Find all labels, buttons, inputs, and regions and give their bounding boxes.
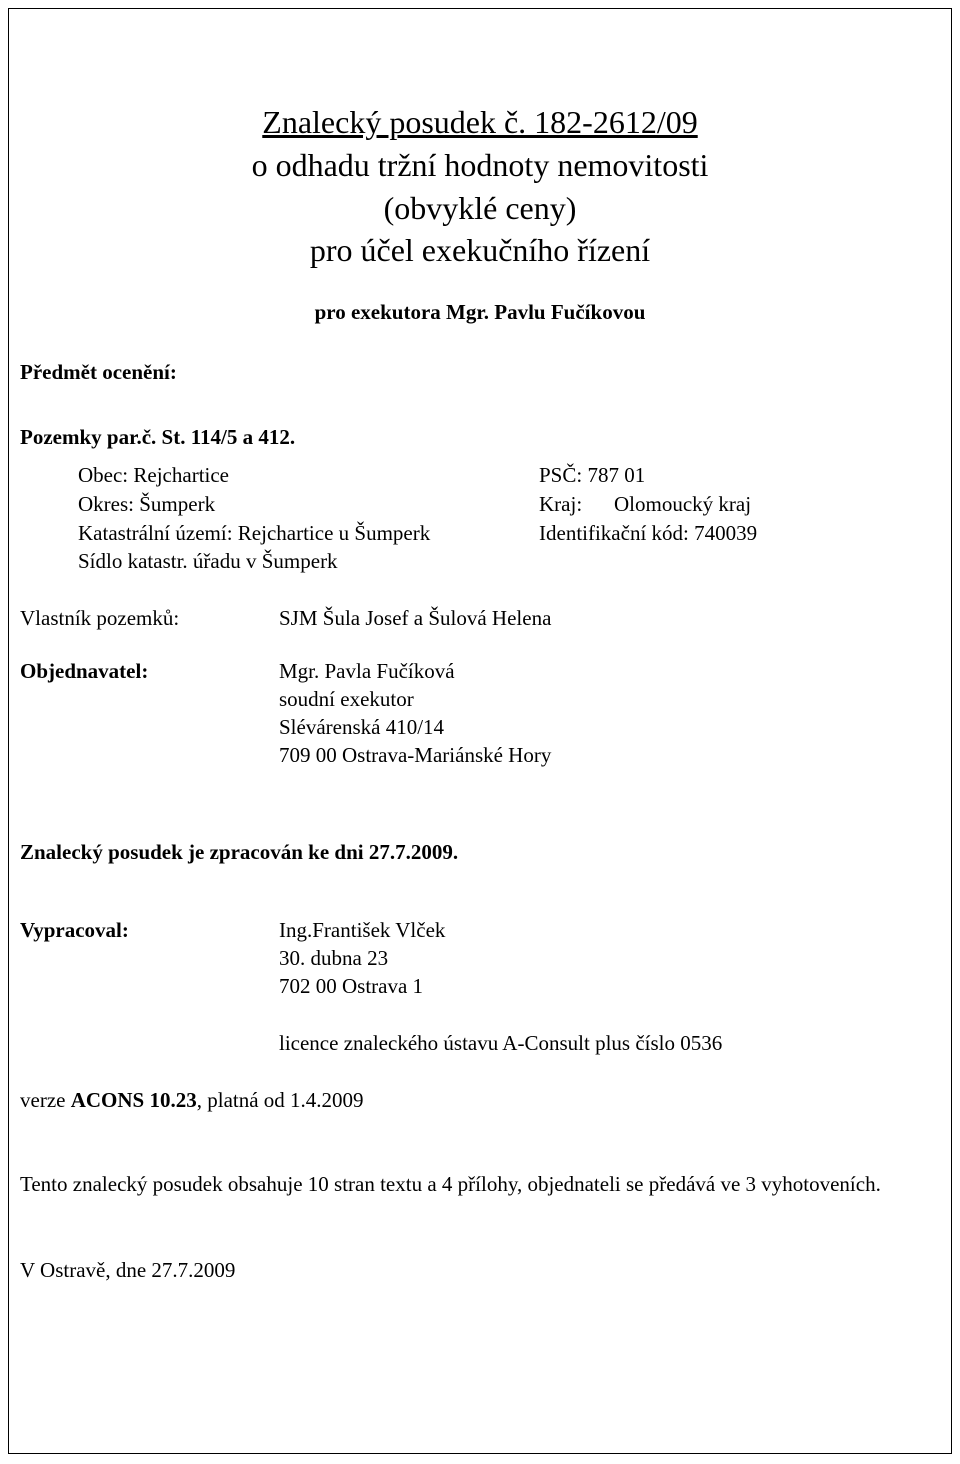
author-name: Ing.František Vlček <box>279 918 446 942</box>
client-label: Objednavatel: <box>20 659 149 683</box>
owner-value: SJM Šula Josef a Šulová Helena <box>279 606 552 630</box>
software-version <box>20 1088 364 1112</box>
report-date-statement: Znalecký posudek je zpracován ke dni 27.7.2009. <box>20 840 459 864</box>
recipient-line: pro exekutora Mgr. Pavlu Fučíkovou <box>314 300 646 324</box>
report-subtitle: o odhadu tržní hodnoty nemovitosti <box>251 147 709 183</box>
subject-value: Pozemky par.č. St. 114/5 a 412. <box>20 425 296 449</box>
client-role: soudní exekutor <box>279 687 414 711</box>
version-suffix: , platná od 1.4.2009 <box>196 1088 364 1112</box>
report-purpose: pro účel exekučního řízení <box>309 232 651 268</box>
author-city: 702 00 Ostrava 1 <box>279 974 424 998</box>
identification-code: Identifikační kód: 740039 <box>539 521 758 545</box>
contents-note: Tento znalecký posudek obsahuje 10 stran textu a 4 přílohy, objednateli se předává ve 3 vyhotoveních. <box>20 1172 881 1196</box>
district: Okres: Šumperk <box>78 492 216 516</box>
signature-place-date: V Ostravě, dne 27.7.2009 <box>20 1258 236 1282</box>
version-name: ACONS 10.23 <box>70 1088 197 1112</box>
report-title: Znalecký posudek č. 182-2612/09 <box>262 104 698 140</box>
report-subtitle-price: (obvyklé ceny) <box>383 190 577 226</box>
client-street: Slévárenská 410/14 <box>279 715 445 739</box>
author-label: Vypracoval: <box>20 918 129 942</box>
region-value: Olomoucký kraj <box>614 492 752 516</box>
client-name: Mgr. Pavla Fučíková <box>279 659 455 683</box>
municipality: Obec: Rejchartice <box>78 463 229 487</box>
author-street: 30. dubna 23 <box>279 946 389 970</box>
owner-label: Vlastník pozemků: <box>20 606 180 630</box>
cadastral-office: Sídlo katastr. úřadu v Šumperk <box>78 549 338 573</box>
client-city: 709 00 Ostrava-Mariánské Hory <box>279 743 552 767</box>
postal-code: PSČ: 787 01 <box>539 463 646 487</box>
version-prefix: verze <box>20 1088 71 1112</box>
author-license: licence znaleckého ústavu A-Consult plus číslo 0536 <box>279 1031 723 1055</box>
region-label: Kraj: <box>539 492 583 516</box>
cadastral-area: Katastrální území: Rejchartice u Šumperk <box>78 521 431 545</box>
subject-label: Předmět ocenění: <box>20 360 177 384</box>
